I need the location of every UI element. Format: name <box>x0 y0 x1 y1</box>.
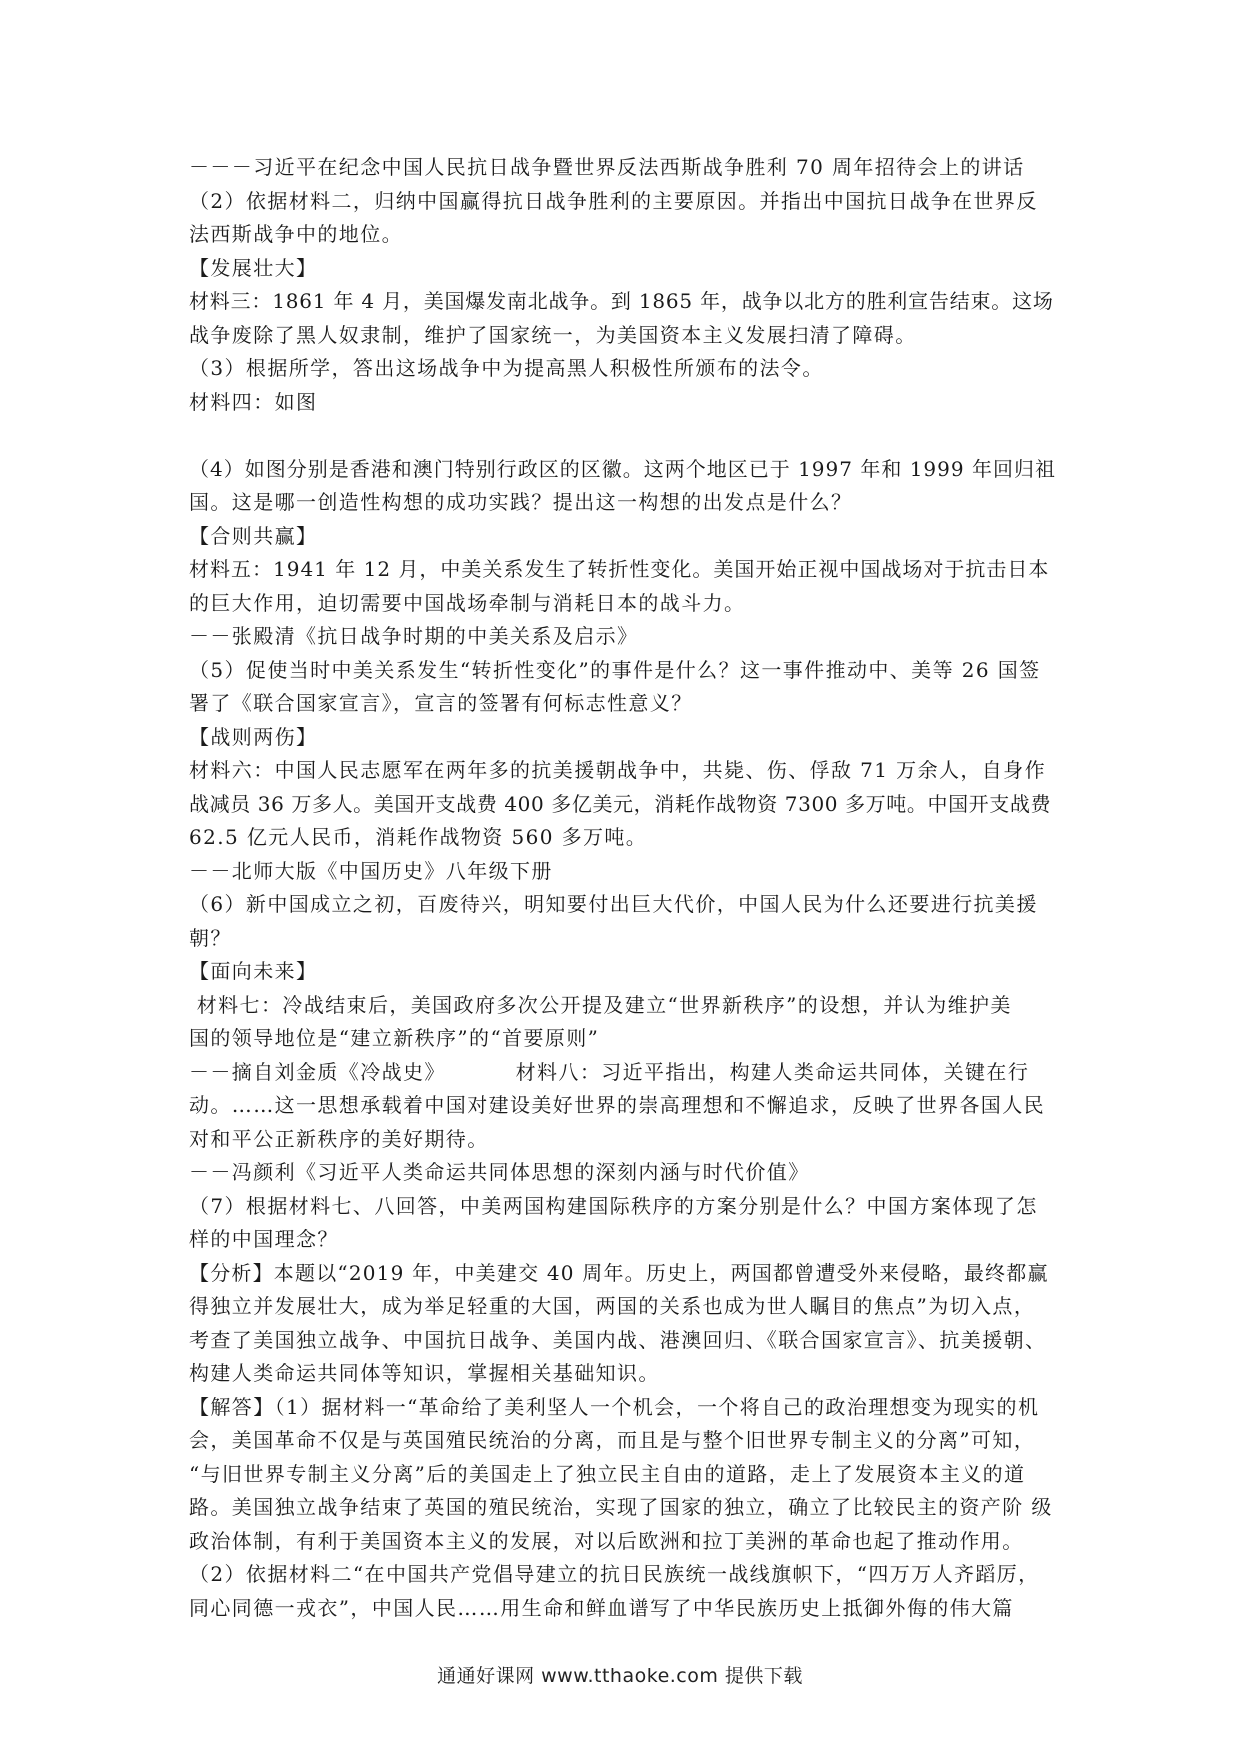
section-heading: 【战则两伤】 <box>189 724 318 749</box>
document-body <box>189 151 1057 1625</box>
text-line: 路。美国独立战争结束了英国的殖民统治，实现了国家的独立，确立了比较民主的资产阶 级 <box>189 1495 1053 1519</box>
text-line: 朝？ <box>189 925 232 950</box>
text-line: 国的领导地位是“建立新秩序”的“首要原则” <box>189 1026 600 1050</box>
text-line: 材料三：1861 年 4 月，美国爆发南北战争。到 1865 年，战争以北方的胜利宣告结束。这场 <box>189 289 1054 313</box>
analysis-line: 【分析】本题以“2019 年，中美建交 40 周年。历史上，两国都曾遭受外来侵略，最终都赢 <box>189 1260 1049 1285</box>
text-line: 政治体制，有利于美国资本主义的发展，对以后欧洲和拉丁美洲的革命也起了推动作用。 <box>189 1528 1024 1553</box>
text-line: （6）新中国成立之初，百废待兴，明知要付出巨大代价，中国人民为什么还要进行抗美援 <box>189 892 1038 916</box>
text-line: 样的中国理念？ <box>189 1227 339 1251</box>
text-line: 构建人类命运共同体等知识，掌握相关基础知识。 <box>189 1361 660 1385</box>
text-line: －－摘自刘金质《冷战史》 材料八：习近平指出，构建人类命运共同体，关键在行 <box>189 1059 1030 1084</box>
text-line: 对和平公正新秩序的美好期待。 <box>189 1126 489 1151</box>
text-line: 会，美国革命不仅是与英国殖民统治的分离，而且是与整个旧世界专制主义的分离”可知， <box>189 1428 1036 1452</box>
text-line: （4）如图分别是香港和澳门特别行政区的区徽。这两个地区已于 1997 年和 1999 年回归祖 <box>189 456 1056 481</box>
text-line: －－北师大版《中国历史》八年级下册 <box>189 858 553 883</box>
blank-line <box>189 419 1057 453</box>
text-line: 得独立并发展壮大，成为举足轻重的大国，两国的关系也成为世人瞩目的焦点”为切入点， <box>189 1294 1036 1318</box>
text-line: 动。……这一思想承载着中国对建设美好世界的崇高理想和不懈追求，反映了世界各国人民 <box>189 1093 1045 1117</box>
text-line: 战争废除了黑人奴隶制，维护了国家统一，为美国资本主义发展扫清了障碍。 <box>189 322 917 347</box>
text-line: （3）根据所学，答出这场战争中为提高黑人积极性所颁布的法令。 <box>189 356 824 380</box>
text-line: －－张殿清《抗日战争时期的中美关系及启示》 <box>189 624 639 648</box>
text-line: （2）依据材料二，归纳中国赢得抗日战争胜利的主要原因。并指出中国抗日战争在世界反 <box>189 188 1038 213</box>
text-line: “与旧世界专制主义分离”后的美国走上了独立民主自由的道路，走上了发展资本主义的道 <box>189 1461 1026 1486</box>
text-line: 材料七：冷战结束后，美国政府多次公开提及建立“世界新秩序”的设想，并认为维护美 <box>189 992 1012 1017</box>
text-line: －－冯颜利《习近平人类命运共同体思想的深刻内涵与时代价值》 <box>189 1160 810 1184</box>
text-line: （5）促使当时中美关系发生“转折性变化”的事件是什么？这一事件推动中、美等 26 国签 <box>189 657 1041 682</box>
text-line: 国。这是哪一创造性构想的成功实践？提出这一构想的出发点是什么？ <box>189 490 853 514</box>
text-line: 材料五：1941 年 12 月，中美关系发生了转折性变化。美国开始正视中国战场对于抗击日本 <box>189 557 1050 581</box>
section-heading: 【发展壮大】 <box>189 255 318 280</box>
text-line: 战减员 36 万多人。美国开支战费 400 多亿美元，消耗作战物资 7300 多万吨。中国开支战费 <box>189 791 1052 816</box>
text-line: 同心同德一戎衣”，中国人民……用生命和鲜血谱写了中华民族历史上抵御外侮的伟大篇 <box>189 1595 1014 1620</box>
page-footer: 通通好课网 www.tthaoke.com 提供下载 <box>437 1665 803 1687</box>
text-line: 考查了美国独立战争、中国抗日战争、美国内战、港澳回归、《联合国家宣言》、抗美援朝、 <box>189 1327 1047 1352</box>
section-heading: 【面向未来】 <box>189 959 318 983</box>
text-line: －－－习近平在纪念中国人民抗日战争暨世界反法西斯战争胜利 70 周年招待会上的讲话 <box>189 155 1025 179</box>
text-line: （7）根据材料七、八回答，中美两国构建国际秩序的方案分别是什么？中国方案体现了怎 <box>189 1193 1038 1218</box>
text-line: 材料六：中国人民志愿军在两年多的抗美援朝战争中，共毙、伤、俘敌 71 万余人，自身作 <box>189 758 1046 782</box>
text-line: 材料四：如图 <box>189 389 318 414</box>
answer-line: 【解答】（1）据材料一“革命给了美利坚人一个机会，一个将自己的政治理想变为现实的机 <box>189 1394 1040 1419</box>
text-line: 62.5 亿元人民币，消耗作战物资 560 多万吨。 <box>189 825 648 849</box>
text-line: 的巨大作用，迫切需要中国战场牵制与消耗日本的战斗力。 <box>189 590 746 615</box>
section-heading: 【合则共赢】 <box>189 523 318 548</box>
text-line: （2）依据材料二“在中国共产党倡导建立的抗日民族统一战线旗帜下，“四万万人齐蹈厉， <box>189 1562 1040 1586</box>
text-line: 署了《联合国家宣言》，宣言的签署有何标志性意义？ <box>189 691 693 715</box>
text-line: 法西斯战争中的地位。 <box>189 222 403 246</box>
